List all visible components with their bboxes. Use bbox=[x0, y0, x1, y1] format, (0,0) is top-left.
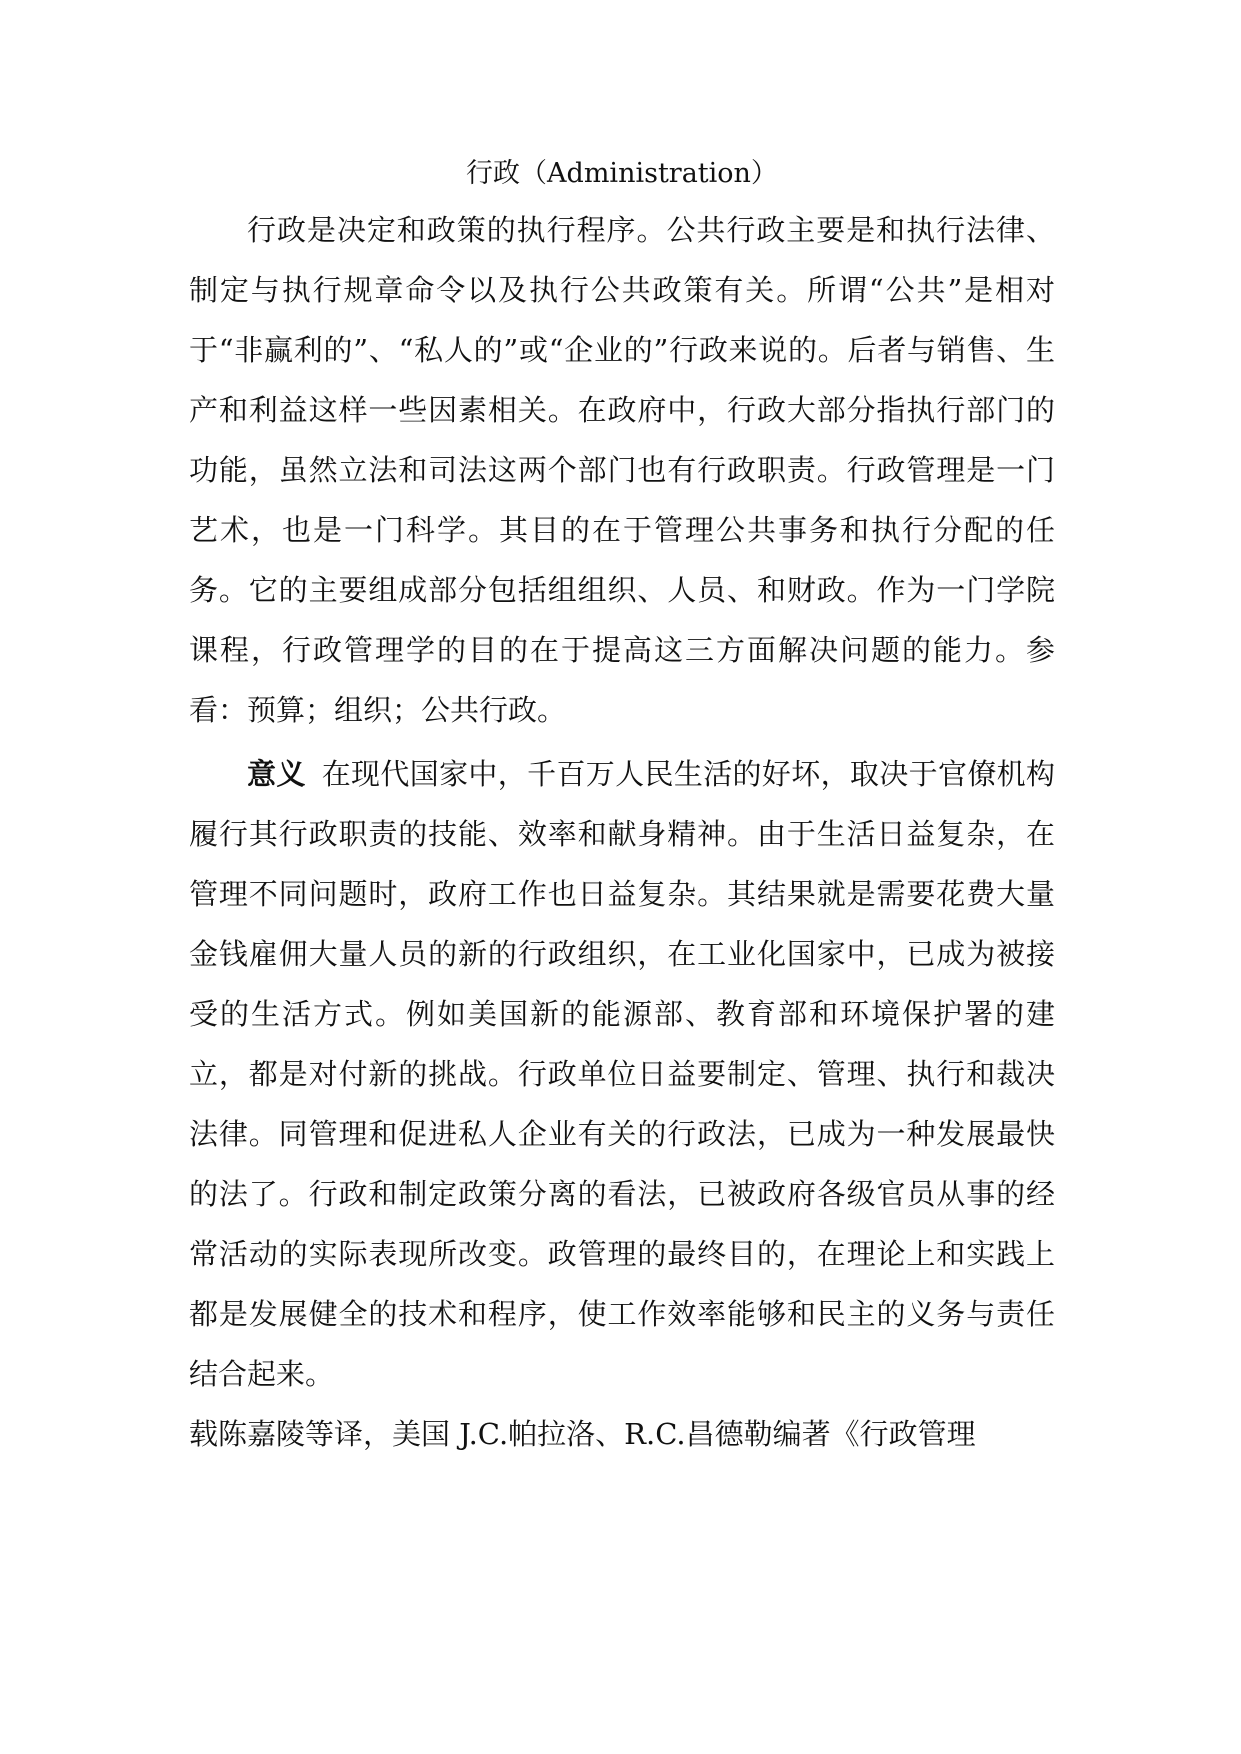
document-title: 行政（Administration） bbox=[466, 158, 778, 189]
intro-paragraph: 行政是决定和政策的执行程序。公共行政主要是和执行法律、制定与执行规章命令以及执行公共政策有关。所谓“公共”是相对于“非赢利的”、“私人的”或“企业的”行政来说的。后者与销售、生产和利益这样一些因素相关。在政府中，行政大部分指执行部门的功能，虽然立法和司法这两个部门也有行政职责。行政管理是一门艺术，也是一门科学。其目的在于管理公共事务和执行分配的任务。它的主要组成部分包括组组织、人员、和财政。作为一门学院课程，行政管理学的目的在于提高这三方面解决问题的能力。参看：预算；组织；公共行政。 bbox=[189, 213, 1055, 727]
source-citation: 载陈嘉陵等译，美国 J.C.帕拉洛、R.C.昌德勒编著《行政管理 bbox=[189, 1417, 976, 1451]
significance-term: 意义 bbox=[247, 757, 306, 791]
significance-paragraph bbox=[189, 744, 1055, 1404]
significance-text: 在现代国家中，千百万人民生活的好坏，取决于官僚机构履行其行政职责的技能、效率和献身精神。由于生活日益复杂，在管理不同问题时，政府工作也日益复杂。其结果就是需要花费大量金钱雇佣大量人员的新的行政组织，在工业化国家中，已成为被接受的生活方式。例如美国新的能源部、教育部和环境保护署的建立，都是对付新的挑战。行政单位日益要制定、管理、执行和裁决法律。同管理和促进私人企业有关的行政法，已成为一种发展最快的法了。行政和制定政策分离的看法，已被政府各级官员从事的经常活动的实际表现所改变。政管理的最终目的，在理论上和实践上都是发展健全的技术和程序，使工作效率能够和民主的义务与责任结合起来。 bbox=[189, 757, 1055, 1391]
document-body bbox=[189, 154, 1055, 1464]
